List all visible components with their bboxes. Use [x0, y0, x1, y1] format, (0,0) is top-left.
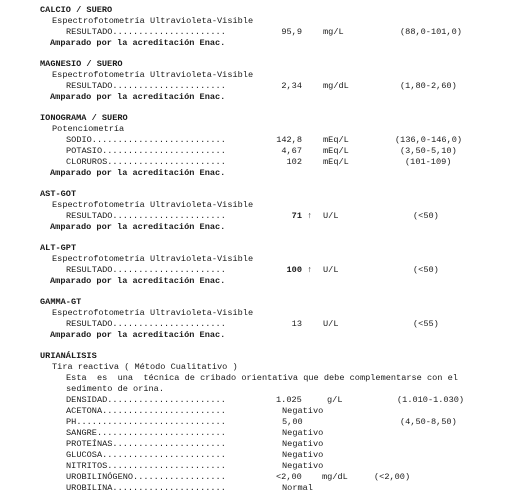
cloruros-value: 102: [286, 157, 302, 167]
alt-high-flag: ↑: [307, 265, 313, 275]
urobilinogeno-ref: (<2,00): [374, 472, 411, 482]
ast-result-unit: U/L: [323, 211, 339, 221]
ast-result-ref: (<50): [413, 211, 439, 221]
sangre-value: Negativo: [282, 428, 324, 438]
nitritos-label: NITRITOS.......................: [66, 461, 226, 471]
calcio-result-value: 95,9: [281, 27, 302, 37]
ph-value: 5,00: [282, 417, 303, 427]
urianalisis-note-line2: sedimento de orina.: [66, 384, 164, 394]
calcio-result-label: RESULTADO......................: [66, 27, 226, 37]
urobilinogeno-label: UROBILINÓGENO..................: [66, 472, 226, 482]
ast-result-value: 71: [291, 211, 302, 221]
densidad-value: 1.025: [276, 395, 302, 405]
acetona-label: ACETONA........................: [66, 406, 226, 416]
nitritos-value: Negativo: [282, 461, 324, 471]
calcio-result-unit: mg/L: [323, 27, 344, 37]
ggt-result-label: RESULTADO......................: [66, 319, 226, 329]
urobilinogeno-unit: mg/dL: [322, 472, 348, 482]
potasio-unit: mEq/L: [323, 146, 349, 156]
densidad-label: DENSIDAD.......................: [66, 395, 226, 405]
ph-ref: (4,50-8,50): [400, 417, 457, 427]
acetona-value: Negativo: [282, 406, 324, 416]
sangre-label: SANGRE.........................: [66, 428, 226, 438]
calcio-accreditation: Amparado por la acreditación Enac.: [50, 38, 226, 48]
sodio-label: SODIO..........................: [66, 135, 226, 145]
alt-method: Espectrofotometría Ultravioleta-Visible: [52, 254, 254, 264]
urianalisis-note-line1: Esta es una técnica de cribado orientativa que debe complementarse con el: [66, 373, 458, 383]
densidad-unit: g/L: [327, 395, 343, 405]
alt-result-value: 100: [286, 265, 302, 275]
ionograma-accreditation: Amparado por la acreditación Enac.: [50, 168, 226, 178]
ionograma-method: Potenciometría: [52, 124, 125, 134]
urianalisis-method: Tira reactiva ( Método Cualitativo ): [52, 362, 238, 372]
cloruros-unit: mEq/L: [323, 157, 349, 167]
ggt-accreditation: Amparado por la acreditación Enac.: [50, 330, 226, 340]
cloruros-ref: (101-109): [405, 157, 452, 167]
magnesio-method: Espectrofotometría Ultravioleta-Visible: [52, 70, 254, 80]
potasio-ref: (3,50-5,10): [400, 146, 457, 156]
calcio-result-ref: (88,0-101,0): [400, 27, 462, 37]
ionograma-title: IONOGRAMA / SUERO: [40, 113, 128, 123]
magnesio-result-unit: mg/dL: [323, 81, 349, 91]
ggt-method: Espectrofotometría Ultravioleta-Visible: [52, 308, 254, 318]
densidad-ref: (1.010-1.030): [397, 395, 465, 405]
calcio-method: Espectrofotometría Ultravioleta-Visible: [52, 16, 254, 26]
ast-high-flag: ↑: [307, 211, 313, 221]
alt-result-unit: U/L: [323, 265, 339, 275]
cloruros-label: CLORUROS.......................: [66, 157, 226, 167]
glucosa-label: GLUCOSA........................: [66, 450, 226, 460]
urobilina-label: UROBILINA......................: [66, 483, 226, 493]
alt-title: ALT-GPT: [40, 243, 77, 253]
ast-method: Espectrofotometría Ultravioleta-Visible: [52, 200, 254, 210]
sodio-ref: (136,0-146,0): [395, 135, 463, 145]
magnesio-title: MAGNESIO / SUERO: [40, 59, 123, 69]
ast-accreditation: Amparado por la acreditación Enac.: [50, 222, 226, 232]
urobilinogeno-value: <2,00: [276, 472, 302, 482]
alt-accreditation: Amparado por la acreditación Enac.: [50, 276, 226, 286]
ast-title: AST-GOT: [40, 189, 77, 199]
ggt-result-value: 13: [291, 319, 302, 329]
urobilina-value: Normal: [282, 483, 313, 493]
magnesio-result-ref: (1,80-2,60): [400, 81, 457, 91]
magnesio-result-value: 2,34: [281, 81, 302, 91]
magnesio-accreditation: Amparado por la acreditación Enac.: [50, 92, 226, 102]
calcio-title: CALCIO / SUERO: [40, 5, 113, 15]
sodio-value: 142,8: [276, 135, 302, 145]
urianalisis-title: URIANÁLISIS: [40, 351, 97, 361]
potasio-value: 4,67: [281, 146, 302, 156]
proteinas-label: PROTEÍNAS......................: [66, 439, 226, 449]
alt-result-ref: (<50): [413, 265, 439, 275]
potasio-label: POTASIO........................: [66, 146, 226, 156]
ggt-result-ref: (<55): [413, 319, 439, 329]
ggt-title: GAMMA-GT: [40, 297, 82, 307]
ast-result-label: RESULTADO......................: [66, 211, 226, 221]
proteinas-value: Negativo: [282, 439, 324, 449]
alt-result-label: RESULTADO......................: [66, 265, 226, 275]
sodio-unit: mEq/L: [323, 135, 349, 145]
glucosa-value: Negativo: [282, 450, 324, 460]
ggt-result-unit: U/L: [323, 319, 339, 329]
ph-label: PH.............................: [66, 417, 226, 427]
magnesio-result-label: RESULTADO......................: [66, 81, 226, 91]
